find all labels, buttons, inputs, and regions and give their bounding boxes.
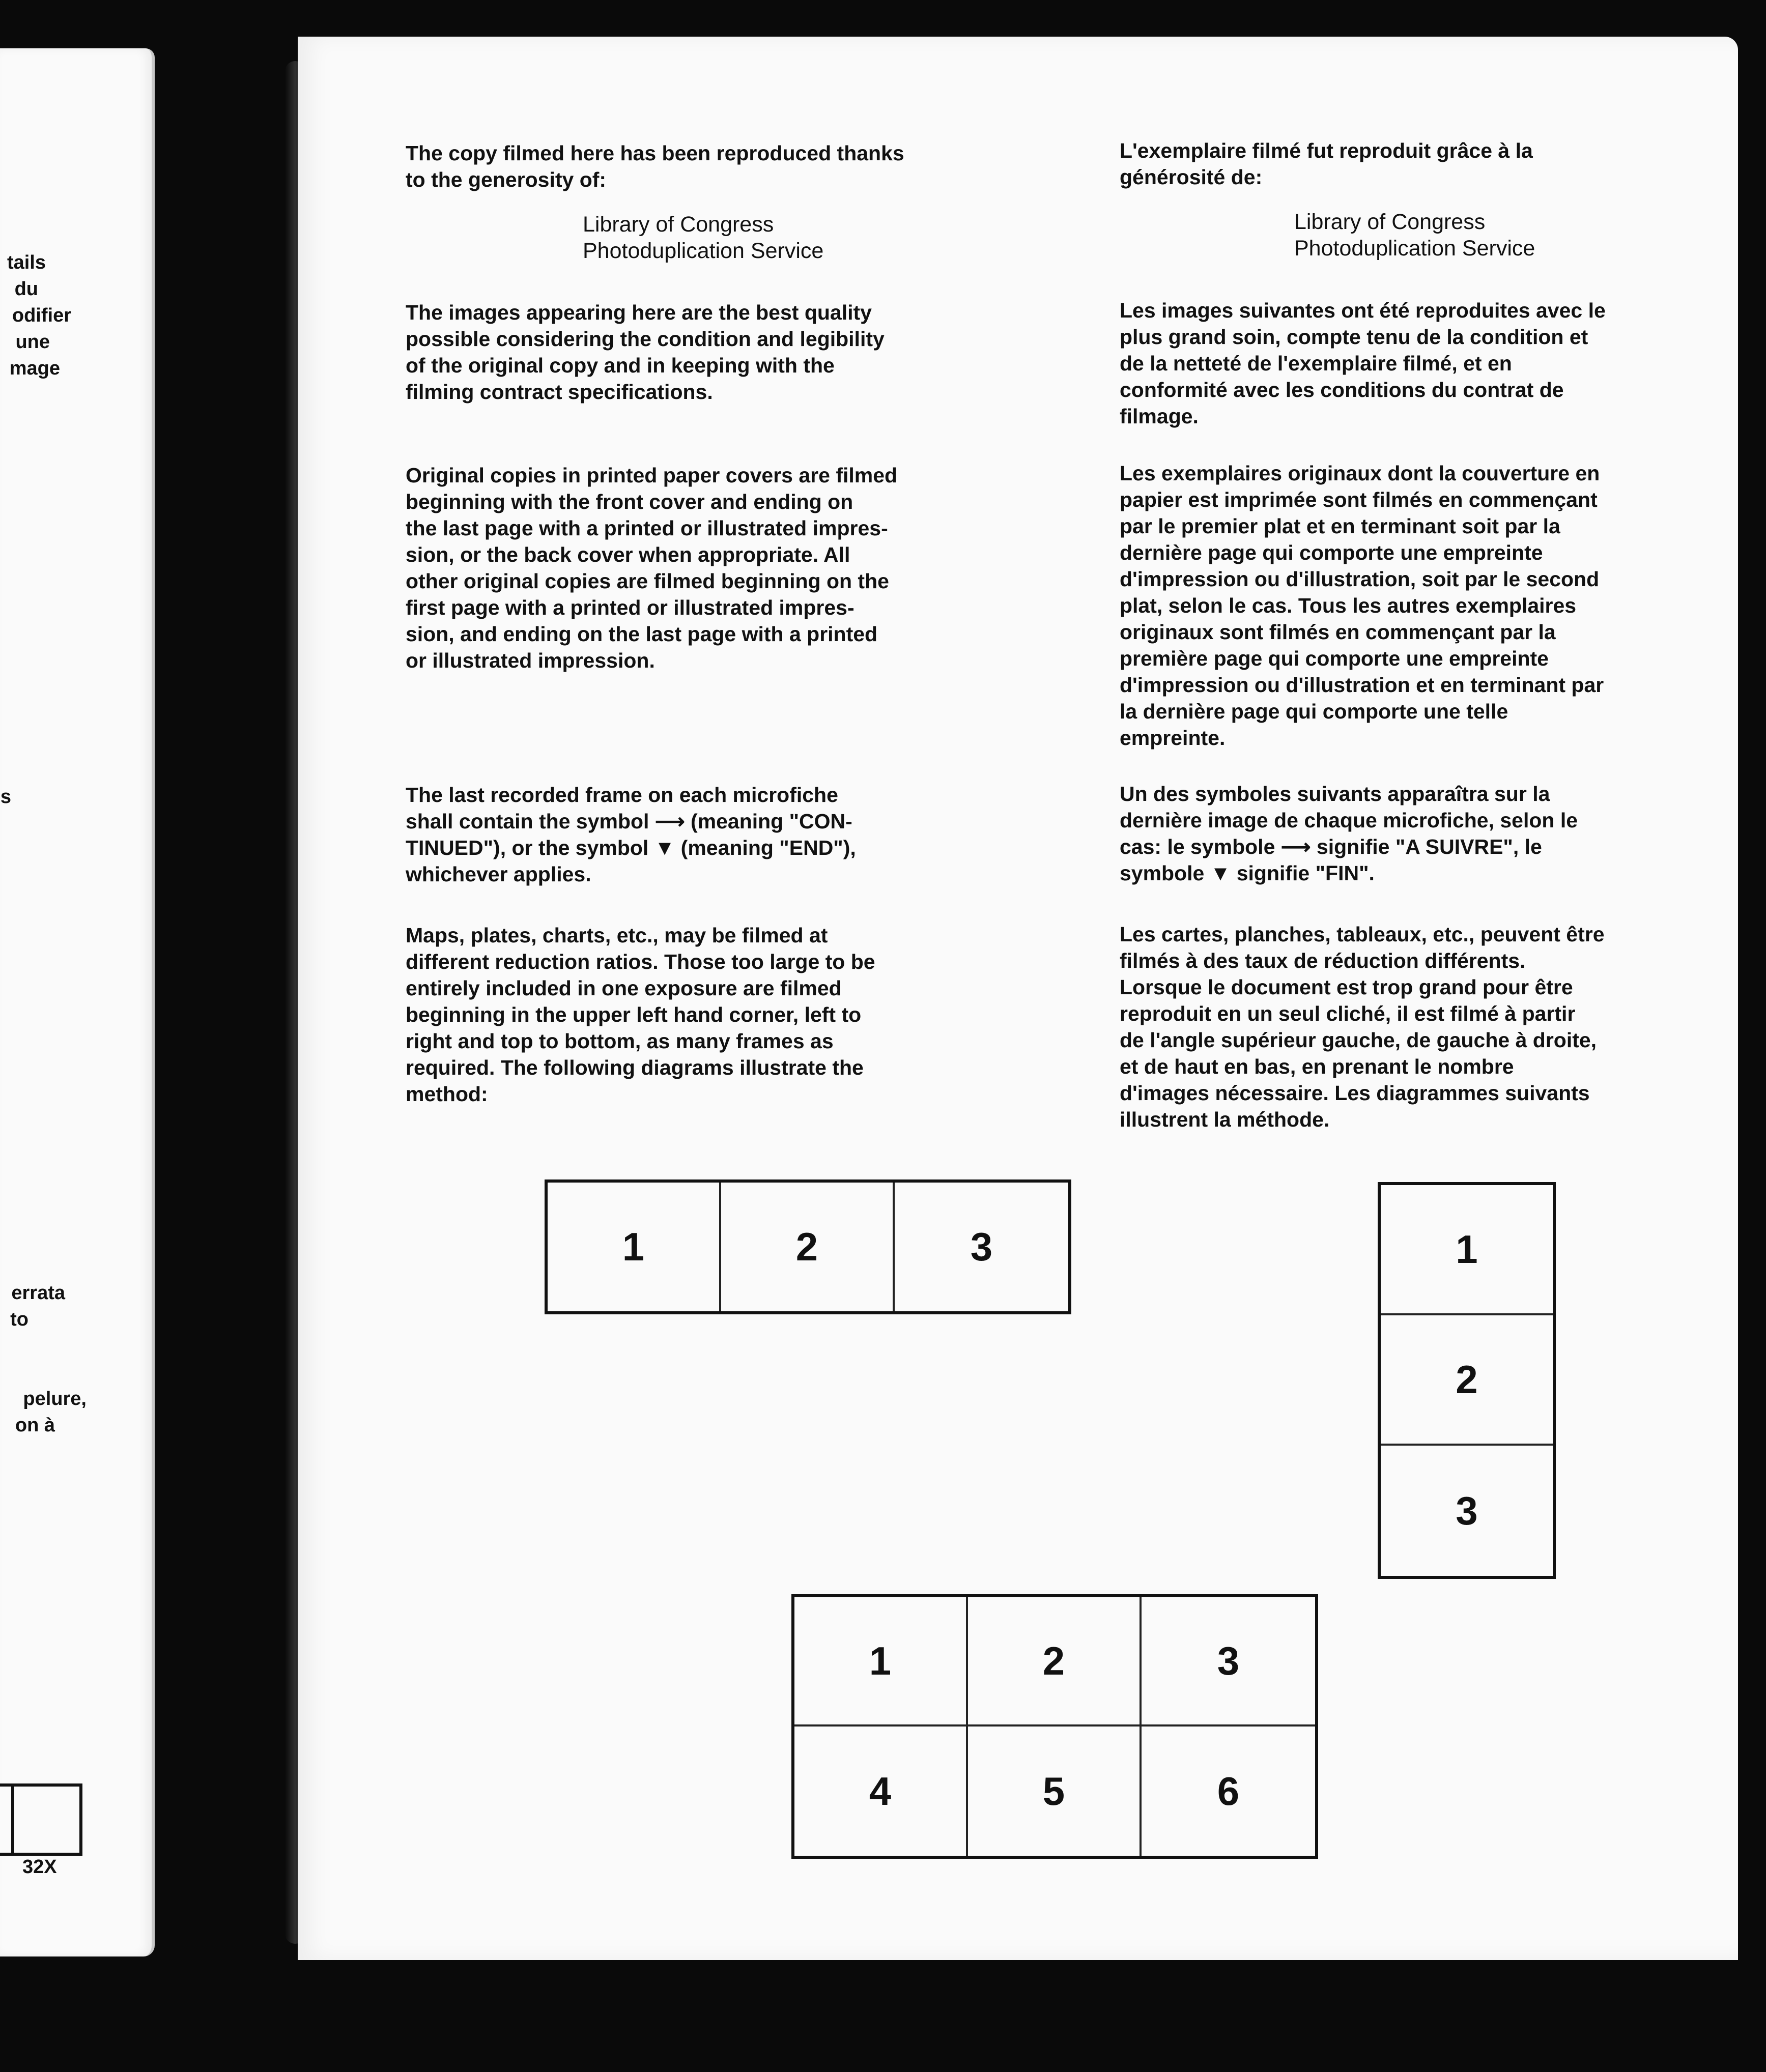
text-line: cas: le symbole ⟶ signifie "A SUIVRE", le bbox=[1120, 835, 1542, 858]
frame-cell: 5 bbox=[968, 1726, 1142, 1856]
text-line: TINUED"), or the symbol ▼ (meaning "END"), bbox=[406, 836, 856, 859]
text-line: filming contract specifications. bbox=[406, 380, 713, 404]
frame-cell: 2 bbox=[1381, 1315, 1553, 1446]
frame-cell: 6 bbox=[1217, 1768, 1240, 1814]
reduction-ratio-boxes bbox=[0, 1783, 82, 1856]
text-line: method: bbox=[406, 1082, 488, 1106]
text-line: filmés à des taux de réduction différents. bbox=[1120, 949, 1526, 972]
text-line: sion, and ending on the last page with a printed bbox=[406, 622, 878, 646]
text-line: other original copies are filmed beginning on the bbox=[406, 569, 889, 593]
text-line: entirely included in one exposure are filmed bbox=[406, 976, 842, 1000]
frame-cell: 1 bbox=[1381, 1185, 1553, 1315]
text-line: symbole ▼ signifie "FIN". bbox=[1120, 861, 1375, 885]
left-fragment-text: tails bbox=[7, 252, 46, 273]
text-line: Photoduplication Service bbox=[1294, 236, 1535, 261]
left-fragment-text: odifier bbox=[12, 305, 71, 326]
english-intro bbox=[406, 140, 904, 193]
reduction-label: 32X bbox=[22, 1856, 57, 1878]
text-line: Lorsque le document est trop grand pour être bbox=[1120, 975, 1573, 999]
english-paragraph-quality bbox=[406, 299, 885, 405]
text-line: shall contain the symbol ⟶ (meaning "CON- bbox=[406, 810, 852, 833]
french-credit bbox=[1294, 209, 1535, 262]
frame-cell: 3 bbox=[970, 1224, 993, 1269]
left-fragment-text: une bbox=[15, 331, 50, 353]
text-line: Library of Congress bbox=[583, 212, 774, 237]
text-line: Un des symboles suivants apparaîtra sur la bbox=[1120, 782, 1550, 805]
frame-cell: 2 bbox=[721, 1183, 895, 1311]
text-line: Les exemplaires originaux dont la couverture en bbox=[1120, 462, 1600, 485]
left-fragment-text: s bbox=[0, 786, 11, 808]
left-fragment-text: to bbox=[10, 1309, 29, 1330]
text-line: Les cartes, planches, tableaux, etc., peuvent être bbox=[1120, 923, 1605, 946]
left-fragment-text: du bbox=[14, 278, 38, 300]
english-paragraph-symbols bbox=[406, 782, 856, 887]
text-line: Maps, plates, charts, etc., may be filmed at bbox=[406, 924, 828, 947]
text-line: empreinte. bbox=[1120, 726, 1226, 750]
text-line: générosité de: bbox=[1120, 165, 1263, 189]
text-line: dernière image de chaque microfiche, selon le bbox=[1120, 809, 1578, 832]
text-line: la dernière page qui comporte une telle bbox=[1120, 700, 1508, 723]
text-line: L'exemplaire filmé fut reproduit grâce à la bbox=[1120, 139, 1533, 162]
text-line: Original copies in printed paper covers are filmed bbox=[406, 464, 898, 487]
text-line: The images appearing here are the best quality bbox=[406, 301, 872, 324]
text-line: whichever applies. bbox=[406, 862, 591, 886]
frame-cell: 1 bbox=[548, 1183, 721, 1311]
left-fragment-text: pelure, bbox=[23, 1388, 87, 1409]
frame-cell: 1 bbox=[794, 1597, 968, 1726]
frame-cell: 3 bbox=[1456, 1488, 1478, 1533]
text-line: reproduit en un seul cliché, il est filmé à partir bbox=[1120, 1002, 1576, 1025]
text-line: first page with a printed or illustrated impres- bbox=[406, 596, 854, 619]
text-line: the last page with a printed or illustrated impres- bbox=[406, 516, 888, 540]
text-line: d'images nécessaire. Les diagrammes suivants bbox=[1120, 1081, 1590, 1105]
text-line: par le premier plat et en terminant soit par la bbox=[1120, 514, 1560, 538]
text-line: et de haut en bas, en prenant le nombre bbox=[1120, 1055, 1514, 1078]
frame-cell: 3 bbox=[1142, 1597, 1315, 1726]
text-line: de la netteté de l'exemplaire filmé, et en bbox=[1120, 352, 1512, 375]
french-paragraph-quality bbox=[1120, 297, 1606, 429]
english-paragraph-covers bbox=[406, 462, 897, 674]
left-page-fragment bbox=[0, 48, 155, 1956]
english-credit bbox=[583, 211, 823, 264]
text-line: or illustrated impression. bbox=[406, 649, 655, 672]
french-paragraph-maps bbox=[1120, 921, 1605, 1133]
left-fragment-text: errata bbox=[11, 1282, 65, 1304]
text-line: originaux sont filmés en commençant par la bbox=[1120, 620, 1556, 644]
text-line: to the generosity of: bbox=[406, 168, 607, 191]
text-line: sion, or the back cover when appropriate. All bbox=[406, 543, 850, 566]
diagram-row-of-three bbox=[545, 1179, 1071, 1314]
text-line: d'impression ou d'illustration, soit par le second bbox=[1120, 567, 1600, 591]
text-line: beginning with the front cover and ending on bbox=[406, 490, 853, 513]
left-fragment-text: mage bbox=[9, 358, 60, 379]
frame-cell: 4 bbox=[794, 1726, 968, 1856]
french-intro bbox=[1120, 137, 1533, 190]
text-line: required. The following diagrams illustrate the bbox=[406, 1056, 864, 1079]
diagram-grid-of-six bbox=[791, 1594, 1318, 1859]
text-line: Library of Congress bbox=[1294, 210, 1486, 234]
frame-cell: 2 bbox=[968, 1597, 1142, 1726]
french-paragraph-symbols bbox=[1120, 781, 1578, 886]
text-line: Photoduplication Service bbox=[583, 239, 824, 263]
text-line: conformité avec les conditions du contrat de bbox=[1120, 378, 1564, 401]
text-line: de l'angle supérieur gauche, de gauche à droite, bbox=[1120, 1028, 1597, 1052]
text-line: plat, selon le cas. Tous les autres exemplaires bbox=[1120, 594, 1577, 617]
diagram-column-of-three bbox=[1378, 1182, 1556, 1579]
text-line: of the original copy and in keeping with the bbox=[406, 354, 835, 377]
text-line: filmage. bbox=[1120, 405, 1199, 428]
text-line: possible considering the condition and legibility bbox=[406, 327, 885, 351]
text-line: première page qui comporte une empreinte bbox=[1120, 647, 1549, 670]
text-line: different reduction ratios. Those too large to be bbox=[406, 950, 875, 973]
text-line: right and top to bottom, as many frames as bbox=[406, 1029, 834, 1053]
english-paragraph-maps bbox=[406, 922, 875, 1107]
text-line: The copy filmed here has been reproduced thanks bbox=[406, 141, 904, 165]
text-line: The last recorded frame on each microfiche bbox=[406, 783, 838, 807]
text-line: dernière page qui comporte une empreinte bbox=[1120, 541, 1543, 564]
text-line: d'impression ou d'illustration et en terminant par bbox=[1120, 673, 1604, 697]
scan-border bbox=[1739, 56, 1766, 1990]
left-fragment-text: on à bbox=[15, 1415, 55, 1436]
text-line: plus grand soin, compte tenu de la condition et bbox=[1120, 325, 1588, 349]
text-line: papier est imprimée sont filmés en commençant bbox=[1120, 488, 1598, 511]
text-line: beginning in the upper left hand corner, left to bbox=[406, 1003, 862, 1026]
text-line: illustrent la méthode. bbox=[1120, 1108, 1330, 1131]
french-paragraph-covers bbox=[1120, 460, 1604, 751]
text-line: Les images suivantes ont été reproduites avec le bbox=[1120, 299, 1606, 322]
